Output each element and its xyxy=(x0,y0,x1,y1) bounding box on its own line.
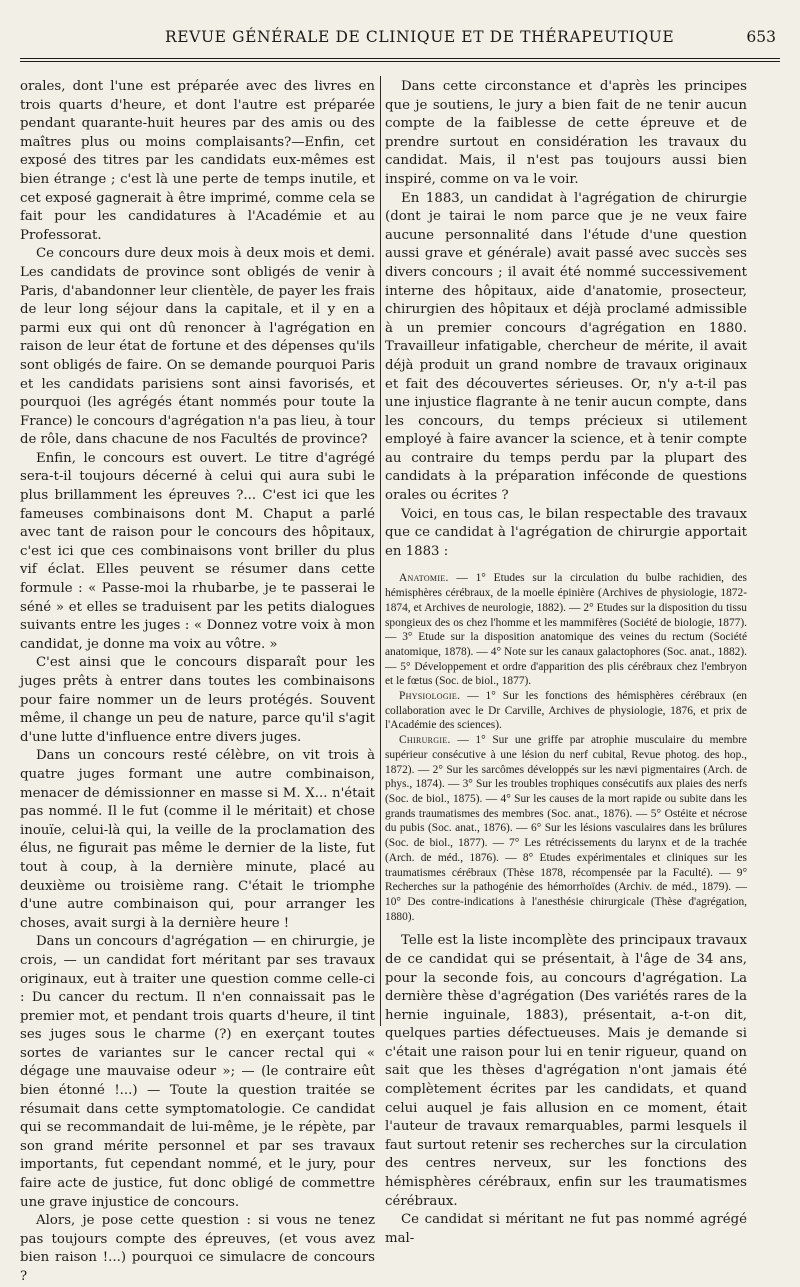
works-list xyxy=(385,571,747,924)
works-physiologie xyxy=(385,689,747,733)
paragraph: C'est ainsi que le concours disparaît pour les juges prêts à entrer dans toutes les combinaisons pour faire nommer un de leurs protégés. Souvent même, il change un peu de nature, parce qu'il s'agit d'une lutte d'influence entre divers juges. xyxy=(20,655,375,745)
paragraph: Dans un concours resté célèbre, on vit trois à quatre juges formant une autre combinaison, menacer de démissionner en masse si M. X... n'était pas nommé. Il le fut (comme il le méritait) et chose inouïe, celui-là qui, la veille de la proclamation des élus, ne figurait pas même le dernier de la liste, fut tout à coup, à la dernière minute, placé au deuxième ou troisième rang. C'était le triomphe d'une autre combinaison qui, pour arranger les choses, avait surgi à la dernière heure ! xyxy=(20,748,375,931)
section-text: — 1° Etudes sur la circulation du bulbe rachidien, des hémisphères cérébraux, de la moelle épinière (Archives de physiologie, 1872-1874, et Archives de neurologie, 1882). — 2° Etudes sur la disposition du tissu spongieux des os chez l'homme et les mammifères (Société de biologie, 1877). — 3° Etude sur la disposition anatomique des veines du rectum (Société anatomique, 1878). — 4° Note sur les canaux galactophores (Soc. anat., 1882). — 5° Développement et ordre d'apparition des plis cérébraux chez l'embryon et le fœtus (Soc. de biol., 1877). xyxy=(385,572,747,688)
paragraph: Enfin, le concours est ouvert. Le titre d'agrégé sera-t-il toujours décerné à celui qui aura subi le plus brillamment les épreuves ?... C'est ici que les fameuses combinaisons dont M. Chaput a parlé avec tant de raison pour le concours des hôpitaux, c'est ici que ces combinaisons vont briller du plus vif éclat. Elles peuvent se résumer dans cette formule : « Passe-moi la rhubarbe, je te passerai le séné » et elles se traduisent par les petits dialogues suivants entre les juges : « Donnez votre voix à mon candidat, je donne ma voix au vôtre. » xyxy=(20,450,375,652)
works-chirurgie xyxy=(385,733,747,924)
paragraph: orales, dont l'une est préparée avec des livres en trois quarts d'heure, et dont l'autre est préparée pendant quarante-huit heures par des amis ou des maîtres plus ou moins complaisants?—Enfin, cet exposé des titres par les candidats eux-mêmes est bien étrange ; c'est là une perte de temps inutile, et cet exposé gagnerait à être imprimé, comme cela se fait pour les candidatures à l'Académie et au Professorat. xyxy=(20,79,375,243)
running-title: REVUE GÉNÉRALE DE CLINIQUE ET DE THÉRAPEUTIQUE xyxy=(165,28,675,46)
paragraph: Ce concours dure deux mois à deux mois et demi. Les candidats de province sont obligés de venir à Paris, d'abandonner leur clientèle, de payer les frais de leur long séjour dans la capitale, et il y en a parmi eux qui ont dû renoncer à l'agrégation en raison de leur état de fortune et des dépenses qu'ils sont obligés de faire. On se demande pourquoi Paris et les candidats parisiens sont ainsi favorisés, et pourquoi (les agrégés étant nommés pour toute la France) le concours d'agrégation n'a pas lieu, à tour de rôle, dans chacune de nos Facultés de province? xyxy=(20,246,375,448)
section-label: Physiologie. xyxy=(399,690,461,703)
section-text: — 1° Sur les fonctions des hémisphères cérébraux (en collaboration avec le Dr Carville, Archives de physiologie, 1876, et prix de l'Académie des sciences). xyxy=(385,690,747,732)
header-rule xyxy=(20,58,780,59)
section-text: — 1° Sur une griffe par atrophie musculaire du membre supérieur consécutive à une lésion du nerf cubital, Revue photog. des hop., 1872). — 2° Sur les sarcômes développés sur les nævi pigmentaires (Arch. de phys., 1874). — 3° Sur les troubles trophiques consécutifs aux plaies des nerfs (Soc. de biol., 1875). — 4° Sur les causes de la mort rapide ou subite dans les grands traumatismes des membres (Soc. anat., 1876). — 5° Ostéite et nécrose du pubis (Soc. anat., 1876). — 6° Sur les lésions vasculaires dans les brûlures (Soc. de biol., 1877). — 7° Les rétrécissements du larynx et de la trachée (Arch. de méd., 1876). — 8° Etudes expérimentales et cliniques sur les traumatismes cérébraux (Thèse 1878, récompensée par la Faculté). — 9° Recherches sur la pathogénie des hémorrhoïdes (Archiv. de méd., 1879). — 10° Des contre-indications à l'anesthésie chirurgicale (Thèse d'agrégation, 1880). xyxy=(385,734,747,923)
column-divider xyxy=(380,76,381,1026)
right-column xyxy=(385,78,747,1246)
section-label: Chirurgie. xyxy=(399,734,451,747)
paragraph: Dans cette circonstance et d'après les principes que je soutiens, le jury a bien fait de ne tenir aucun compte de la faiblesse de cette épreuve et de prendre surtout en considération les travaux du candidat. Mais, il n'est pas toujours aussi bien inspiré, comme on va le voir. xyxy=(385,79,747,187)
paragraph: Ce candidat si méritant ne fut pas nommé agrégé mal- xyxy=(385,1212,747,1246)
works-anatomie xyxy=(385,571,747,689)
paragraph: En 1883, un candidat à l'agrégation de chirurgie (dont je tairai le nom parce que je ne veux faire aucune personnalité dans l'étude d'une question aussi grave et générale) avait passé avec succès ses divers concours ; il avait été nommé successivement interne des hôpitaux, aide d'anatomie, prosecteur, chirurgien des hôpitaux et déjà proclamé admissible à un premier concours d'agrégation en 1880. Travailleur infatigable, chercheur de mérite, il avait déjà produit un grand nombre de travaux originaux et fait des découvertes sérieuses. Or, n'y a-t-il pas une injustice flagrante à ne tenir aucun compte, dans les concours, du temps précieux si utilement employé à faire avancer la science, et à tenir compte au contraire du temps perdu par la plupart des candidats à la préparation inféconde de questions orales ou écrites ? xyxy=(385,190,747,504)
section-label: Anatomie. xyxy=(399,572,449,585)
paragraph: Alors, je pose cette question : si vous ne tenez pas toujours compte des épreuves, (et vous avez bien raison !...) pourquoi ce simulacre de concours ? xyxy=(20,1213,375,1284)
page-number: 653 xyxy=(746,28,776,46)
paragraph: Voici, en tous cas, le bilan respectable des travaux que ce candidat à l'agrégation de chirurgie apportait en 1883 : xyxy=(385,506,747,559)
page-header xyxy=(20,24,780,64)
header-rule-thin xyxy=(20,61,780,62)
left-column xyxy=(20,78,375,1284)
paragraph: Telle est la liste incomplète des principaux travaux de ce candidat qui se présentait, à l'âge de 34 ans, pour la seconde fois, au concours d'agrégation. La dernière thèse d'agrégation (Des variétés rares de la hernie inguinale, 1883), présentait, a-t-on dit, quelques parties défectueuses. Mais je demande si c'était une raison pour lui en tenir rigueur, quand on sait que les thèses d'agrégation n'ont jamais été complètement écrites par les candidats, et quand celui auquel je fais allusion en ce moment, était l'auteur de travaux remarquables, parmi lesquels il faut surtout retenir ses recherches sur la circulation des centres nerveux, sur les fonctions des hémisphères cérébraux, enfin sur les traumatismes cérébraux. xyxy=(385,933,747,1209)
paragraph: Dans un concours d'agrégation — en chirurgie, je crois, — un candidat fort méritant par ses travaux originaux, eut à traiter une question comme celle-ci : Du cancer du rectum. Il n'en connaissait pas le premier mot, et pendant trois quarts d'heure, il tint ses juges sous le charme (?) en exerçant toutes sortes de variantes sur le cancer rectal qui « dégage une mauvaise odeur »; — (le contraire eût bien étonné !...) — Toute la question traitée se résumait dans cette symptomatologie. Ce candidat qui se recommandait de lui-même, je le répète, par son grand mérite personnel et par ses travaux importants, fut cependant nommé, et le jury, pour faire acte de justice, fut donc obligé de commettre une grave injustice de concours. xyxy=(20,934,375,1210)
